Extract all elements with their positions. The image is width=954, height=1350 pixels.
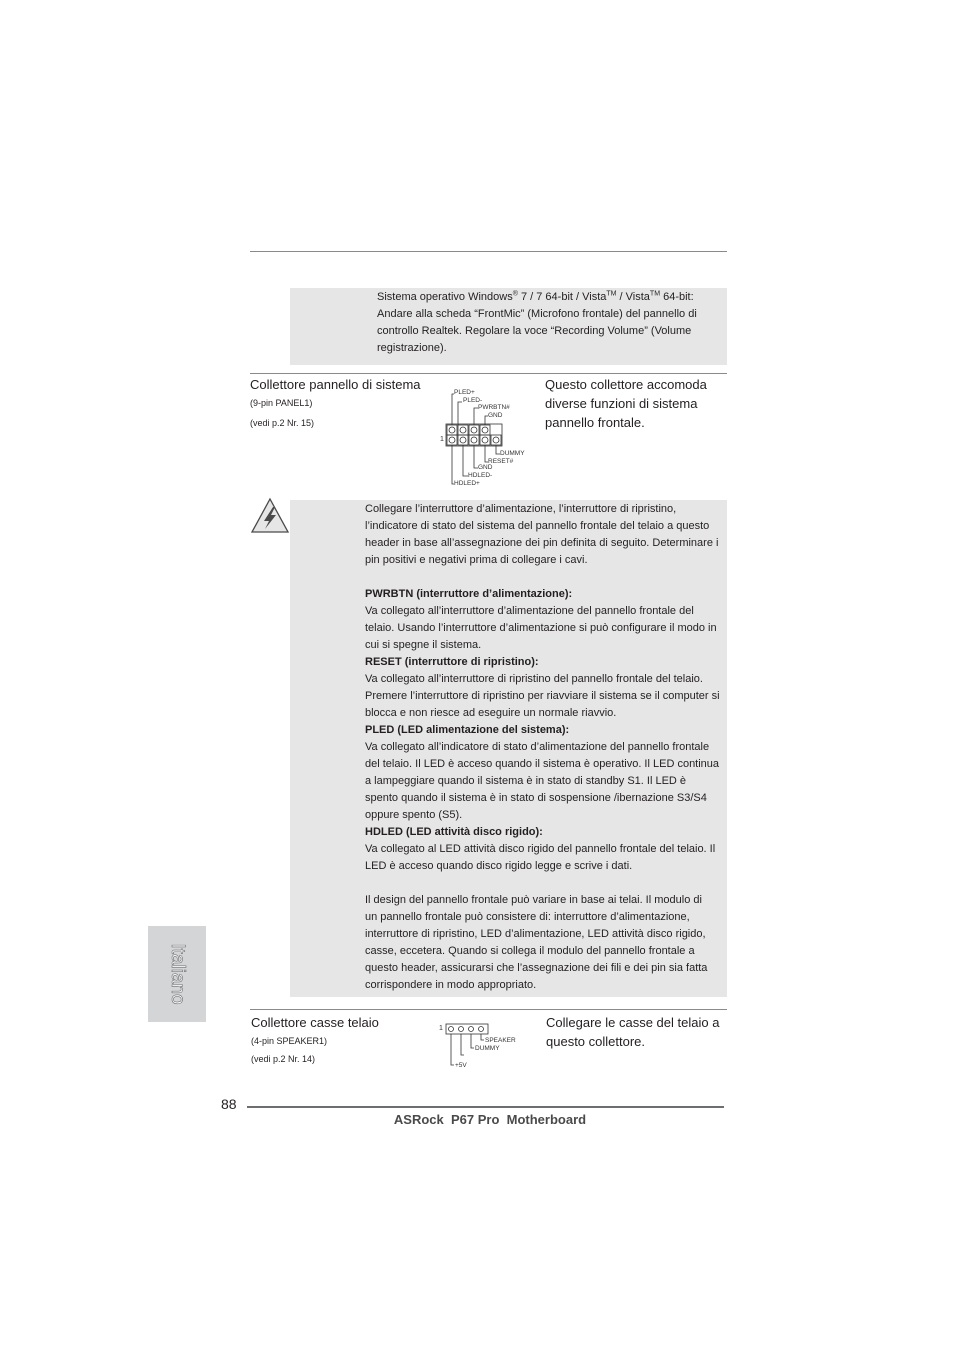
pin-label-dummy: DUMMY (500, 450, 525, 457)
panel-header-description (545, 375, 707, 432)
section-line: oppure spento (S5). (365, 809, 463, 821)
description-line: Collegare le casse del telaio a (546, 1015, 720, 1030)
section-line: Va collegato al LED attività disco rigido del pannello frontale del telaio. Il (365, 843, 716, 855)
section-line: Premere l’interruttore di ripristino per riavviare il sistema se il computer si (365, 690, 720, 702)
pin-label-hdled-minus: HDLED- (468, 472, 493, 479)
section-line: Va collegato all’interruttore di ripristino del pannello frontale del telaio. (365, 673, 703, 685)
warning-intro-line: header in base all’assegnazione dei pin definita di seguito. Determinare i (365, 537, 719, 549)
warning-outro-line: questo header, assicurarsi che l’assegnazione dei fili e dei pin sia fatta (365, 962, 708, 974)
warning-outro-line: casse, eccetera. Quando si collega il modulo del pannello frontale a (365, 945, 695, 957)
note-line: Andare alla scheda “FrontMic” (Microfono frontale) del pannello di (377, 308, 697, 320)
pin-one-marker: 1 (439, 1025, 443, 1032)
section-line: Va collegato all’indicatore di stato d’alimentazione del pannello frontale (365, 741, 710, 753)
section-heading: PLED (LED alimentazione del sistema): (365, 724, 570, 736)
panel-header-title: Collettore pannello di sistema (250, 377, 421, 392)
spacer (365, 569, 725, 586)
pin-label-reset: RESET# (488, 458, 514, 465)
section-line: cui si spegne il sistema. (365, 639, 482, 651)
description-line: questo collettore. (546, 1034, 646, 1049)
panel-header-pins: (9-pin PANEL1) (250, 398, 313, 408)
pin-label-pled-plus: PLED+ (454, 389, 475, 396)
pin-label-plus5v: +5V (455, 1062, 467, 1069)
section-line: del telaio. Il LED è acceso quando il sistema è operativo. Il LED continua (365, 758, 720, 770)
speaker-header-description (546, 1013, 719, 1051)
warning-text (365, 501, 725, 994)
warning-intro-line: Collegare l’interruttore d’alimentazione, l’interruttore di ripristino, (365, 503, 677, 515)
note-line-1: Sistema operativo Windows® 7 / 7 64-bit / Vista™ / Vista™ 64-bit: (377, 290, 694, 303)
warning-outro-line: corrispondere in modo appropriato. (365, 979, 537, 991)
section-heading: PWRBTN (interruttore d’alimentazione): (365, 588, 573, 600)
note-text (377, 289, 722, 357)
section-line: telaio. Usando l’interruttore d’alimentazione si può configurare il modo in (365, 622, 717, 634)
language-side-tab (148, 926, 206, 1022)
panel-pin-diagram (438, 386, 528, 488)
description-line: diverse funzioni di sistema (545, 396, 698, 411)
product-name: ASRock P67 Pro Motherboard (393, 1112, 587, 1127)
section-heading: RESET (interruttore di ripristino): (365, 656, 539, 668)
pin-label-dummy: DUMMY (475, 1045, 500, 1052)
section-heading: HDLED (LED attività disco rigido): (365, 826, 543, 838)
language-tab-label: Italiano (167, 943, 188, 1005)
pin-one-marker: 1 (440, 436, 444, 443)
section-line: LED è acceso quando disco rigido legge e scrive i dati. (365, 860, 633, 872)
speaker-header-reference: (vedi p.2 Nr. 14) (251, 1054, 316, 1064)
speaker-section-rule (250, 1009, 727, 1010)
speaker-header-pins: (4-pin SPEAKER1) (251, 1036, 328, 1046)
section-line: blocca e non riesce ad eseguire un normale riavvio. (365, 707, 617, 719)
section-line: spento quando il sistema è in stato di sospensione /ibernazione S3/S4 (365, 792, 707, 804)
speaker-pin-diagram (438, 1021, 518, 1071)
pin-label-pled-minus: PLED- (463, 397, 483, 404)
pin-label-gnd-top: GND (488, 412, 503, 419)
pin-label-hdled-plus: HDLED+ (454, 480, 480, 487)
page-number: 88 (221, 1096, 237, 1112)
panel-section-rule (250, 373, 727, 374)
footer-rule (247, 1106, 724, 1108)
pin-label-pwrbtn: PWRBTN# (478, 404, 510, 411)
pin-label-gnd-bottom: GND (478, 464, 493, 471)
warning-intro-line: pin positivi e negativi prima di collegare i cavi. (365, 554, 588, 566)
warning-outro-line: Il design del pannello frontale può variare in base ai telai. Il modulo di (365, 894, 702, 906)
note-line: controllo Realtek. Regolare la voce “Recording Volume” (Volume (377, 325, 692, 337)
warning-intro-line: l’indicatore di stato del sistema del pannello frontale del telaio a questo (365, 520, 710, 532)
note-line: registrazione). (377, 342, 447, 354)
panel-header-reference: (vedi p.2 Nr. 15) (250, 418, 315, 428)
section-line: Va collegato all’interruttore d’alimentazione del pannello frontale del (365, 605, 694, 617)
top-rule (250, 251, 727, 252)
warning-outro-line: un pannello frontale può consistere di: interruttore d’alimentazione, (365, 911, 690, 923)
warning-outro-line: interruttore di ripristino, LED d’alimentazione, LED attività disco rigido, (365, 928, 706, 940)
description-line: Questo collettore accomoda (545, 377, 707, 392)
description-line: pannello frontale. (545, 415, 645, 430)
warning-icon (250, 496, 290, 536)
spacer (365, 875, 725, 892)
speaker-header-title: Collettore casse telaio (251, 1015, 379, 1030)
section-line: a lampeggiare quando il sistema è in stato di standby S1. Il LED è (365, 775, 687, 787)
pin-label-speaker: SPEAKER (485, 1037, 516, 1044)
